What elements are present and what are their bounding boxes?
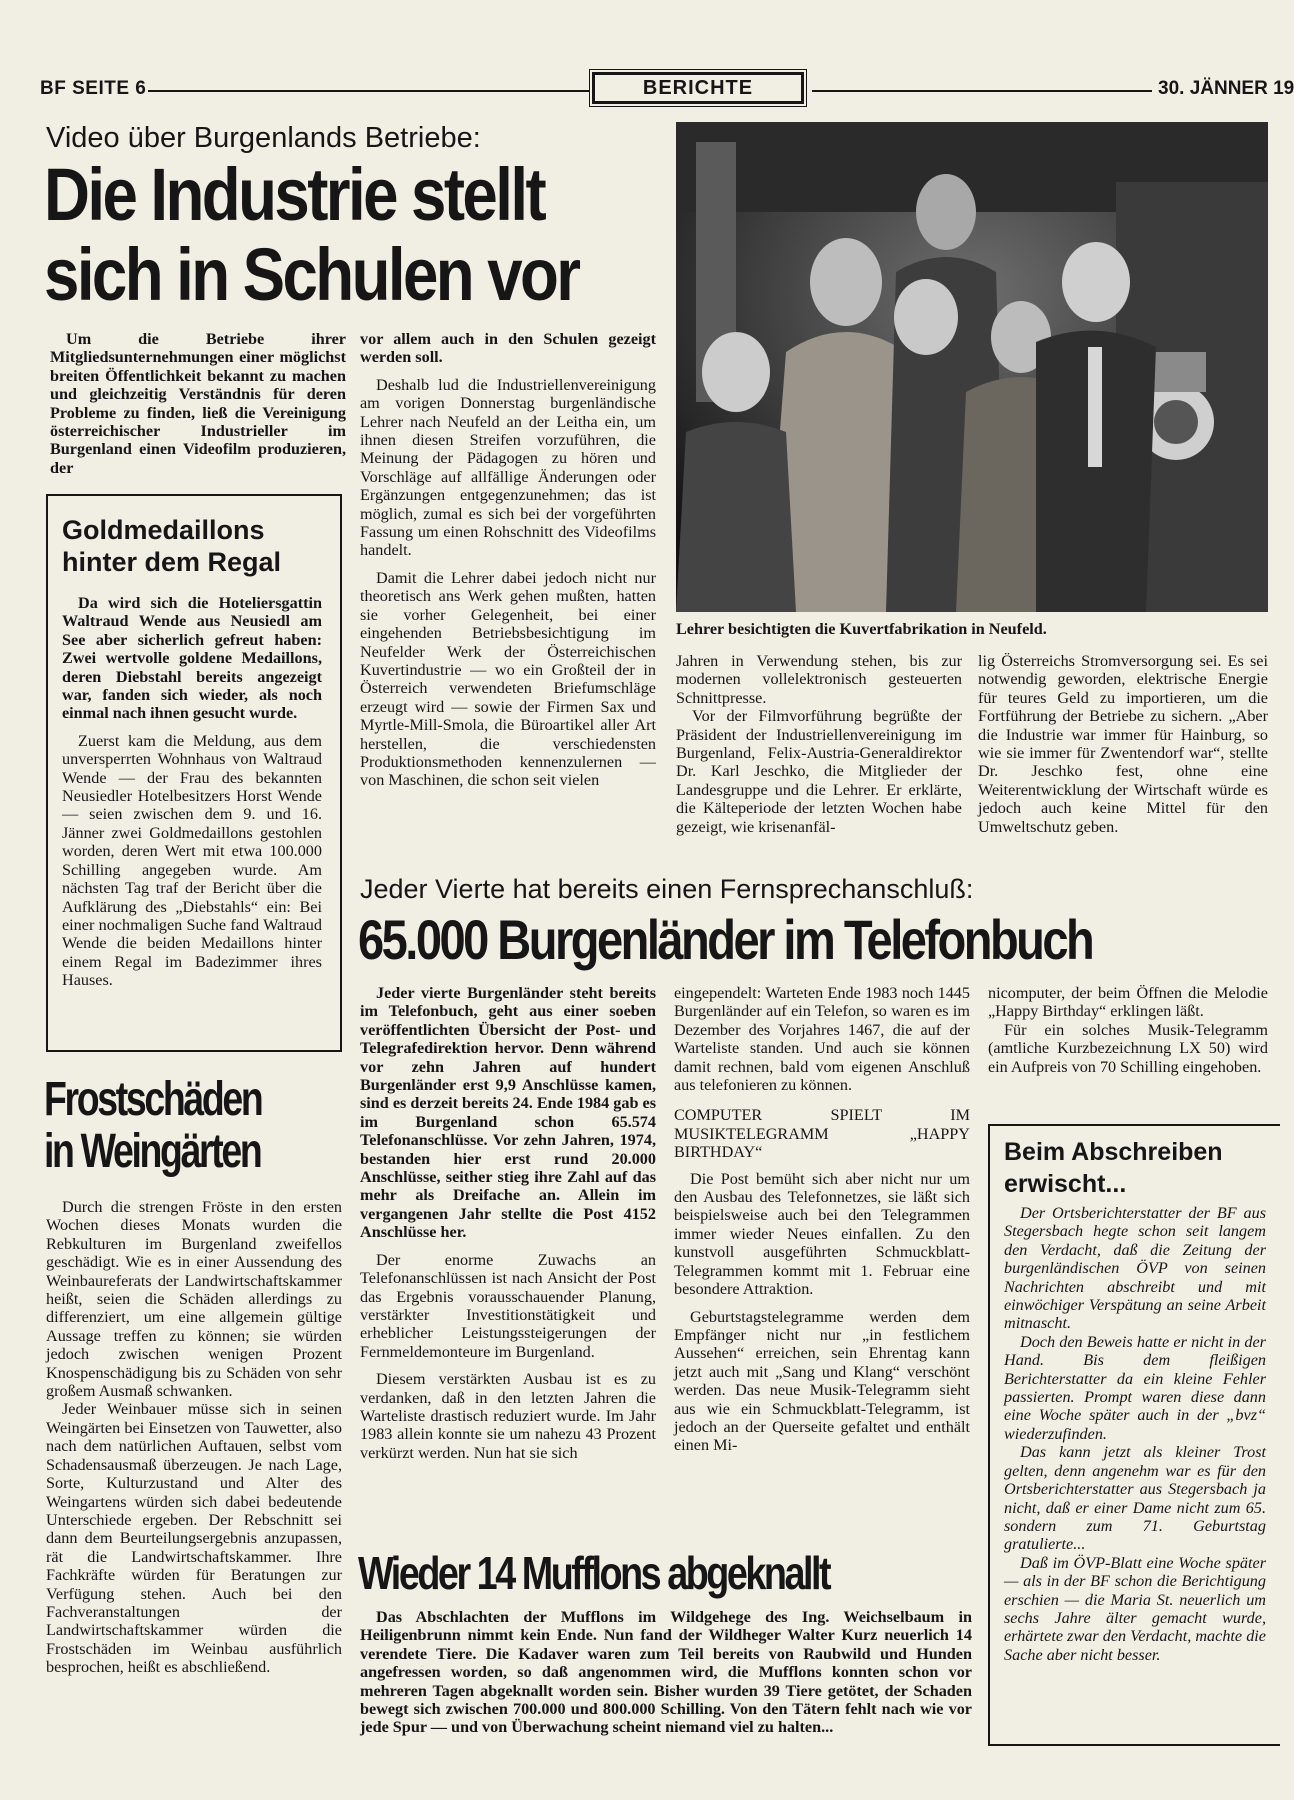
article1-col1 <box>50 330 346 477</box>
box2-body <box>1004 1204 1266 1744</box>
box1-body-wrap <box>62 732 322 990</box>
box2-p2: Doch den Beweis hatte er nicht in der Hand. Bis dem fleißigen Berichterstatter da ein kleine Fehler passierten. Prompt waren diese dann eine Woche später auch in der „bvz“ wiederzufinden. <box>1004 1332 1266 1443</box>
article2-headline-line2: in Weingärten <box>44 1125 261 1178</box>
article1-p4: Jahren in Verwendung stehen, bis zur modernen vollelektronisch gesteuerten Schnittpresse. <box>676 652 962 707</box>
page-label: BF SEITE 6 <box>40 78 147 99</box>
article3-col3 <box>988 984 1268 1104</box>
article3-p3: Diesem verstärkten Ausbau ist es zu verdanken, daß in den letzten Jahren die Warteliste drastisch reduziert wurde. Im Jahr 1983 allein konnte sie um nahezu 43 Prozent verkürzt werden. Nun hat sie sich <box>360 1370 656 1462</box>
box2-p3: Das kann jetzt als kleiner Trost gelten, denn angenehm war es für den Ortsberichterstatter aus Stegersbach ja nicht, daß er einer Dame nicht zum 65. sondern zum 71. Geburtstag gratulierte... <box>1004 1443 1266 1554</box>
article3-p7: nicomputer, der beim Öffnen die Melodie „Happy Birthday“ erklingen läßt. <box>988 984 1268 1021</box>
article1-p6: lig Österreichs Stromversorgung sei. Es sei notwendig geworden, elektrische Energie für teures Geld zu importieren, um die Fortführung der Betriebe zu sichern. „Aber die Industrie war immer für Hainburg, so wie sie immer für Zwentendorf war“, stellte Dr. Jeschko fest, ohne eine Weiterentwicklung der Wirtschaft würde es jedoch auch keine Mittel für den Umweltschutz geben. <box>978 652 1268 836</box>
article4-body: Das Abschlachten der Mufflons im Wildgehege des Ing. Weichselbaum in Heiligenbrunn nimmt kein Ende. Nun fand der Wildheger Walter Kurz neuerlich 14 verendete Tiere. Die Kadaver waren zum Teil bereits von Raubwild und Hunden angefressen worden, so daß angenommen wird, die Mufflons konnten schon vor mehreren Tagen abgeknallt worden sein. Bisher wurden 39 Tiere getötet, der Schaden bewegt sich zwischen 700.000 und 800.000 Schilling. Von den Tätern fehlt nach wie vor jede Spur — und von Überwachung scheint niemand viel zu halten... <box>360 1608 972 1737</box>
article4-headline: Wieder 14 Mufflons abgeknallt <box>358 1547 830 1599</box>
article3-col1 <box>360 984 656 1614</box>
article1-photo <box>676 122 1268 612</box>
article1-col3 <box>676 652 962 836</box>
factory-visit-photo <box>676 122 1268 612</box>
article1-p3: Damit die Lehrer dabei jedoch nicht nur theoretisch ans Werk gehen mußten, hatten sie vorher Gelegenheit, bei einer eingehenden Betriebsbesichtigung im Neufelder Werk der Österreichischen Kuvertindustrie — wo ein Großteil der in Österreich verwendeten Briefumschläge erzeugt wird — sowie der Firmen Sax und Myrtle-Mill-Smola, die Büroartikel aller Art herstellen, die verschiedensten Produktionsmethoden kennenzulernen — von Maschinen, die schon seit vielen <box>360 568 656 790</box>
box2-p4: Daß im ÖVP-Blatt eine Woche später — als in der BF schon die Berichtigung erschien — die Maria St. neuerlich um sechs Jahre älter gemacht wurde, erhärtete zwar den Verdacht, machte die Sache aber nicht besser. <box>1004 1553 1266 1664</box>
article4-headline-wrap <box>358 1547 978 1606</box>
article1-col4 <box>978 652 1268 854</box>
article3-p2: Der enorme Zuwachs an Telefonanschlüssen ist nach Ansicht der Post das Ergebnis vorausschauender Planung, verstärkter Investitionstätigkeit und erheblicher Leistungssteigerungen der Fernmeldemonteure im Burgenland. <box>360 1250 656 1361</box>
page-header <box>40 72 1294 108</box>
article3-subhead: COMPUTER SPIELT IM MUSIKTELEGRAMM „HAPPY BIRTHDAY“ <box>674 1106 970 1162</box>
header-rule-left <box>148 90 590 92</box>
article3-headline: 65.000 Burgenländer im Telefonbuch <box>358 908 1093 971</box>
article2-p1: Durch die strengen Fröste in den ersten Wochen dieses Monats wurden die Rebkulturen im Burgenland zweifellos geschädigt. Wie es in einer Aussendung des Weinbaureferats der Landwirtschaftskammer heißt, seien die Schäden allerdings zu differenziert, um eine allgemein gültige Aussage treffen zu können; sie würden jedoch zwischen wenigen Prozent Knospenschädigung bis zu Schäden von sehr großem Ausmaß schwanken. <box>46 1198 342 1401</box>
article4-col <box>360 1608 972 1758</box>
article3-lead: Jeder vierte Burgenländer steht bereits im Telefonbuch, geht aus einer soeben veröffentlichten Übersicht der Post- und Telegrafedirektion hervor. Denn während vor zehn Jahren auf hundert Burgenländer erst 9,9 Anschlüsse kamen, sind es derzeit bereits 24. Ende 1984 gab es im Burgenland schon 65.574 Telefonanschlüsse. Vor zehn Jahren, 1974, bestanden hier erst rund 20.000 Anschlüsse, seither stieg ihre Zahl auf das mehr als Dreifache an. Allein im vergangenen Jahr stellte die Post 4152 Anschlüsse her. <box>360 984 657 1242</box>
box1-title-line2: hinter dem Regal <box>62 547 282 577</box>
abschreiben-box <box>988 1124 1280 1746</box>
article2-col <box>46 1198 342 1758</box>
article1-p5: Vor der Filmvorführung begrüßte der Präsident der Industriellenvereinigung im Burgenland, Felix-Austria-Generaldirektor Dr. Karl Jeschko, die Mitglieder der Landesgruppe und die Lehrer. Er erklärte, die Kälteperiode der letzten Wochen habe gezeigt, wie krisenanfäl- <box>676 707 962 836</box>
article3-headline-wrap <box>358 908 1258 982</box>
header-rule-right <box>812 90 1152 92</box>
box1-lead: Da wird sich die Hoteliersgattin Waltraud Wende aus Neusiedl am See aber sicherlich gefreut haben: Zwei wertvolle goldene Medaillons, deren Diebstahl bereits angezeigt war, fanden sich wieder, als noch einmal nach ihnen gesucht wurde. <box>62 594 322 723</box>
article3-kicker: Jeder Vierte hat bereits einen Fernsprechanschluß: <box>360 874 974 904</box>
photo-caption: Lehrer besichtigten die Kuvertfabrikation in Neufeld. <box>676 620 1047 638</box>
article2-headline-line1: Frostschäden <box>44 1073 262 1126</box>
article1-kicker: Video über Burgenlands Betriebe: <box>46 122 481 154</box>
article3-p4: eingependelt: Warteten Ende 1983 noch 1445 Burgenländer auf ein Telefon, so waren es im Dezember des Vorjahres 1467, die auf der Warteliste standen. Und auch sie können damit rechnen, bald vom eigenen Anschluß aus telefonieren zu können. <box>674 984 970 1095</box>
box1-lead-wrap <box>62 594 322 723</box>
article1-lead: Um die Betriebe ihrer Mitgliedsunternehmungen einer möglichst breiten Öffentlichkeit bekannt zu machen und gleichzeitig Verständnis für deren Probleme zu finden, ließ die Vereinigung österreichischer Industrieller im Burgenland einen Videofilm produzieren, der <box>50 330 346 477</box>
box2-title-line1: Beim Abschreiben <box>1004 1138 1223 1166</box>
issue-date: 30. JÄNNER 19 <box>1158 78 1294 99</box>
box2-title-line2: erwischt... <box>1004 1170 1127 1198</box>
article3-p6: Geburtstagstelegramme werden dem Empfänger nicht nur „in festlichem Aussehen“ erreichen, sein Ehrentag kann jetzt auch mit „Sang und Klang“ verschönt werden. Das neue Musik-Telegramm sieht aus wie ein Schmuckblatt-Telegramm, ist jedoch an der Querseite gefaltet und enthält einen Mi- <box>674 1307 970 1455</box>
goldmedaillons-box <box>46 494 342 1052</box>
box1-title-line1: Goldmedaillons <box>62 515 265 545</box>
box1-body: Zuerst kam die Meldung, aus dem unversperrten Wohnhaus von Waltraud Wende — der Frau des bekannten Neusiedler Hotelbesitzers Horst Wende — seien zwischen dem 9. und 16. Jänner zwei Goldmedaillons gestohlen worden, deren Wert mit etwa 100.000 Schilling angegeben wurde. Am nächsten Tag traf der Bericht über die Aufklärung des „Diebstahls“ ein: Bei einer nochmaligen Suche fand Waltraud Wende die beiden Medaillons hinter einem Regal im Badezimmer ihres Hauses. <box>62 731 322 990</box>
article1-lead-cont: vor allem auch in den Schulen gezeigt werden soll. <box>360 330 656 367</box>
box2-p1: Der Ortsberichterstatter der BF aus Stegersbach hegte schon seit langem den Verdacht, daß die Zeitung der burgenländischen ÖVP von seinen Nachrichten abschreibt und mit einwöchiger Verspätung an seine Arbeit mitnascht. <box>1004 1204 1266 1333</box>
article3-col2 <box>674 984 970 1604</box>
article2-headline <box>44 1073 344 1186</box>
article1-headline <box>44 153 668 320</box>
article3-p5: Die Post bemüht sich aber nicht nur um den Ausbau des Telefonnetzes, sie läßt sich beispielsweise auch bei den Telegrammen immer wieder Neues einfallen. Zu den kunstvoll ausgeführten Schmuckblatt-Telegrammen kommt mit 1. Februar eine besondere Attraktion. <box>674 1169 970 1299</box>
article1-col2 <box>360 330 656 790</box>
article1-p2: Deshalb lud die Industriellenvereinigung am vorigen Donnerstag burgenländische Lehrer nach Neufeld an der Leitha ein, um ihnen diesen Streifen vorzuführen, die Meinung der Pädagogen zu hören und Vorschläge auf allfällige Änderungen oder Ergänzungen entgegenzunehmen; das ist möglich, zumal es sich bei der vorgeführten Fassung um einen Rohschnitt des Videofilms handelt. <box>360 375 656 560</box>
article1-headline-line1: Die Industrie stellt <box>44 153 545 236</box>
article3-p8: Für ein solches Musik-Telegramm (amtliche Kurzbezeichnung LX 50) wird ein Aufpreis von 70 Schilling eingehoben. <box>988 1020 1268 1076</box>
section-label: BERICHTE <box>592 72 804 104</box>
article1-headline-line2: sich in Schulen vor <box>44 233 579 316</box>
article2-p2: Jeder Weinbauer müsse sich in seinen Weingärten bei Einsetzen von Tauwetter, also nach dem natürlichen Auftauen, selbst vom Schadensausmaß überzeugen. Je nach Lage, Sorte, Kulturzustand und Alter des Weingartens würden sich dabei bedeutende Unterschiede ergeben. Der Rebschnitt sei dann dem Beurteilungsergebnis anzupassen, rät die Landwirtschaftskammer. Ihre Fachkräfte würden für Beratungen zur Verfügung stehen. Auch bei den Fachveranstaltungen der Landwirtschaftskammer würden die Frostschäden im Weinbau ausführlich besprochen, heißt es abschließend. <box>46 1400 342 1677</box>
